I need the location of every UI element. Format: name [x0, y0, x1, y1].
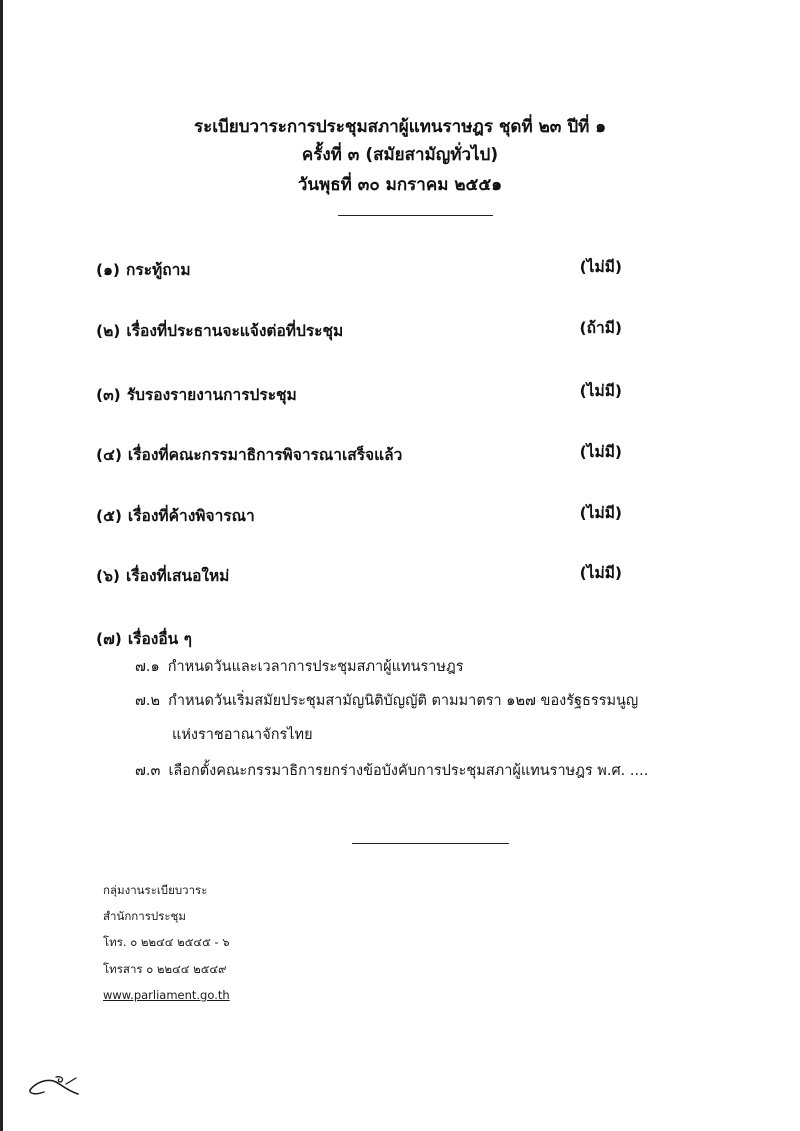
session-number: ครั้งที่ ๓ (สมัยสามัญทั่วไป): [301, 145, 499, 165]
sub-item-text: กำหนดวันและเวลาการประชุมสภาผู้แทนราษฎร: [167, 659, 464, 675]
agenda-item-4: [96, 443, 402, 467]
agenda-item-6: [96, 564, 229, 588]
agenda-item-title: รับรองรายงานการประชุม: [126, 386, 297, 404]
sub-item-text: กำหนดวันเริ่มสมัยประชุมสามัญนิติบัญญัติ ตามมาตรา ๑๒๗ ของรัฐธรรมนูญ: [168, 693, 639, 709]
agenda-item-2-status: (ถ้ามี): [579, 319, 622, 337]
agenda-item-3-status: (ไม่มี): [579, 382, 622, 400]
agenda-item-title: เรื่องที่เสนอใหม่: [126, 567, 230, 585]
agenda-item-title: เรื่องอื่น ๆ: [127, 630, 192, 648]
agenda-item-title: เรื่องที่คณะกรรมาธิการพิจารณาเสร็จแล้ว: [127, 446, 403, 464]
agenda-item-6-status: (ไม่มี): [579, 564, 622, 582]
footer-department: กลุ่มงานระเบียบวาระ: [103, 883, 208, 897]
header-divider: [338, 215, 493, 216]
sub-item-7-1: [135, 656, 464, 678]
agenda-item-number: (๔): [96, 446, 122, 464]
sub-item-7-3: [135, 760, 648, 782]
footer-phone: โทร. ๐ ๒๒๔๔ ๒๕๔๕ - ๖: [103, 935, 230, 949]
scan-edge: [0, 0, 3, 1131]
sub-item-number: ๗.๒: [135, 693, 161, 709]
agenda-item-1-status: (ไม่มี): [579, 258, 622, 276]
agenda-item-title: กระทู้ถาม: [126, 261, 191, 279]
sub-item-7-2-continuation: แห่งราชอาณาจักรไทย: [172, 727, 313, 743]
footer-office: สำนักการประชุม: [103, 909, 186, 923]
agenda-item-5: [96, 504, 255, 528]
agenda-item-5-status: (ไม่มี): [579, 504, 622, 522]
agenda-item-3: [96, 383, 297, 407]
agenda-item-1: [96, 258, 191, 282]
agenda-item-title: เรื่องที่ค้างพิจารณา: [127, 507, 255, 525]
agenda-item-7: [96, 627, 192, 651]
agenda-item-title: เรื่องที่ประธานจะแจ้งต่อที่ประชุม: [126, 322, 344, 340]
agenda-item-number: (๓): [96, 386, 121, 404]
agenda-item-number: (๗): [96, 630, 122, 648]
sub-item-number: ๗.๑: [135, 659, 160, 675]
sub-item-number: ๗.๓: [135, 763, 161, 779]
footer-divider: [352, 843, 509, 844]
sub-item-text: เลือกตั้งคณะกรรมาธิการยกร่างข้อบังคับการประชุมสภาผู้แทนราษฎร พ.ศ. ....: [168, 763, 649, 779]
agenda-item-number: (๑): [96, 261, 121, 279]
sub-item-7-2: [135, 690, 638, 712]
agenda-title: ระเบียบวาระการประชุมสภาผู้แทนราษฎร ชุดที่ ๒๓ ปีที่ ๑: [193, 117, 607, 137]
agenda-item-number: (๖): [96, 567, 121, 585]
agenda-item-4-status: (ไม่มี): [579, 443, 622, 461]
agenda-item-number: (๕): [96, 507, 122, 525]
handwritten-signature: [26, 1068, 86, 1098]
agenda-item-2: [96, 319, 343, 343]
footer-fax: โทรสาร ๐ ๒๒๔๔ ๒๕๔๙: [103, 962, 227, 976]
footer-website-link[interactable]: www.parliament.go.th: [103, 988, 230, 1002]
agenda-item-number: (๒): [96, 322, 121, 340]
session-date: วันพุธที่ ๓๐ มกราคม ๒๕๕๑: [297, 175, 503, 195]
